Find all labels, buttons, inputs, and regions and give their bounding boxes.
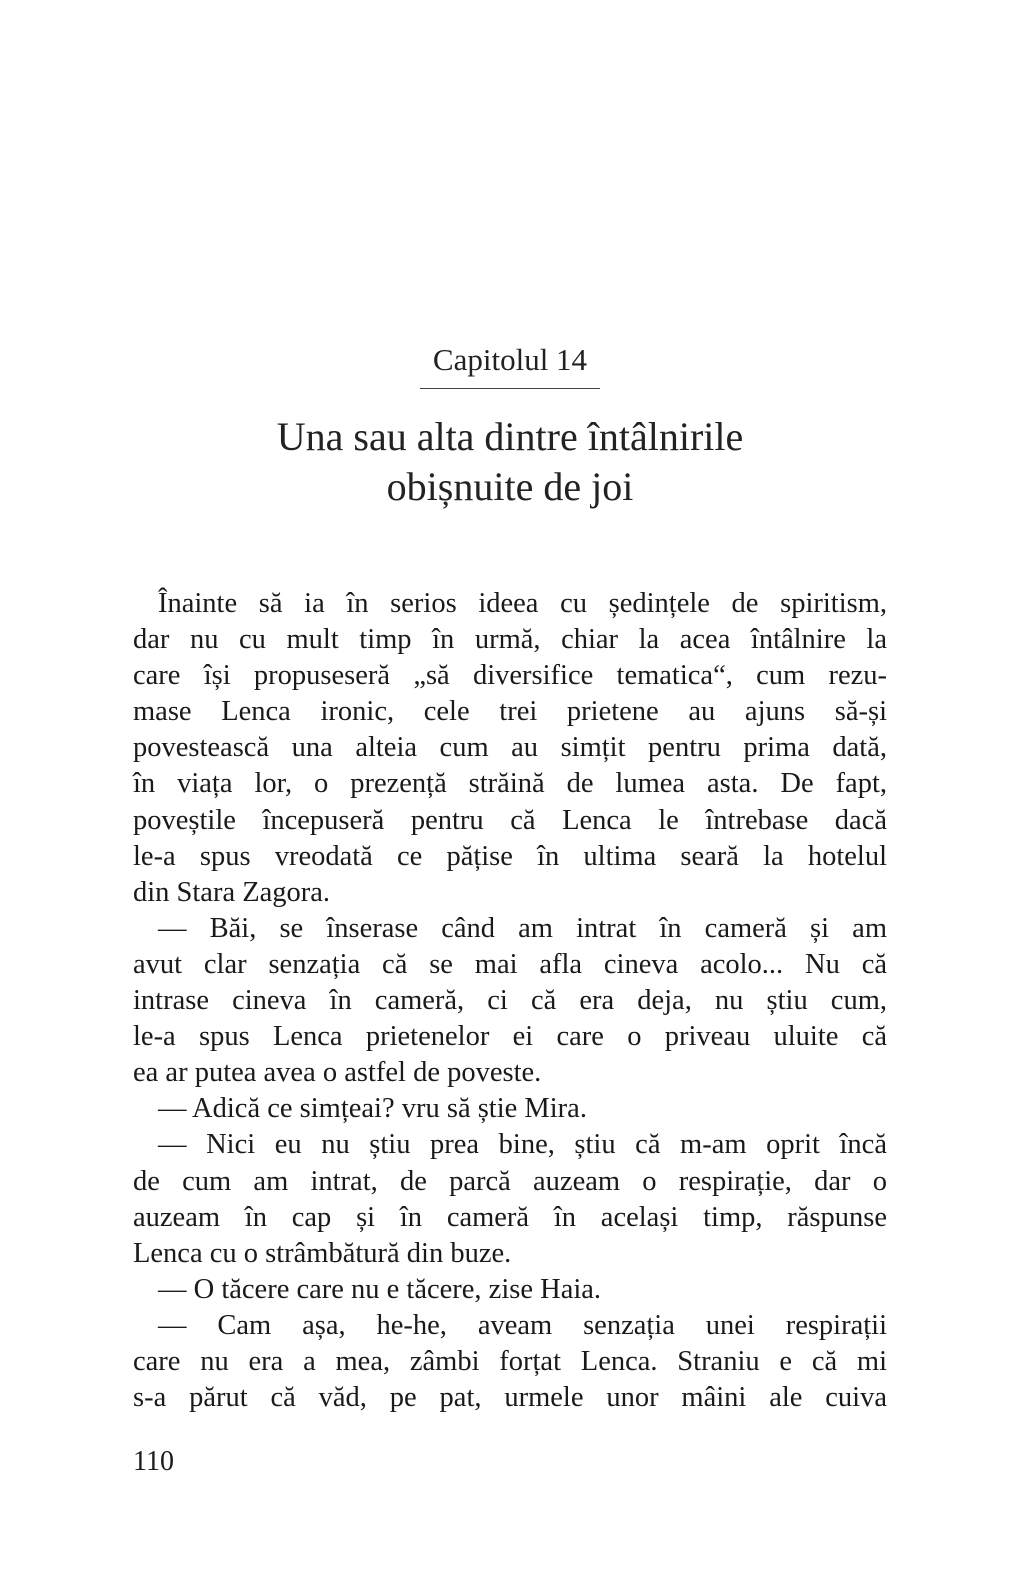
text-line: dar nu cu mult timp în urmă, chiar la acea întâlnire la <box>133 624 887 656</box>
text-line: Lenca cu o strâmbătură din buze. <box>133 1237 512 1269</box>
chapter-title-line: Una sau alta dintre întâlnirile <box>276 414 744 459</box>
text-line: — Cam așa, he-he, aveam senzația unei respirații <box>158 1309 887 1341</box>
text-line: — Băi, se înserase când am intrat în cameră și am <box>158 912 887 944</box>
text-line: poveștile începuseră pentru că Lenca le întrebase dacă <box>133 804 887 836</box>
page-number: 110 <box>133 1446 174 1477</box>
text-line: care își propuseseră „să diversifice tematica“, cum rezu- <box>133 660 887 692</box>
text-line: le-a spus vreodată ce pățise în ultima seară la hotelul <box>133 840 887 872</box>
text-line: avut clar senzația că se mai afla cineva acolo... Nu că <box>133 948 887 980</box>
chapter-divider <box>420 388 600 389</box>
text-line: — Adică ce simțeai? vru să știe Mira. <box>158 1093 587 1125</box>
text-line: ea ar putea avea o astfel de poveste. <box>133 1057 542 1089</box>
text-line: Înainte să ia în serios ideea cu ședințele de spiritism, <box>158 588 887 619</box>
text-line: le-a spus Lenca prietenelor ei care o priveau uluite că <box>133 1021 887 1053</box>
text-line: — O tăcere care nu e tăcere, zise Haia. <box>158 1273 602 1305</box>
body-text <box>133 586 887 1416</box>
text-line: de cum am intrat, de parcă auzeam o respirație, dar o <box>133 1165 887 1197</box>
text-line: mase Lenca ironic, cele trei prietene au ajuns să-și <box>133 696 887 728</box>
text-line: auzeam în cap și în cameră în același timp, răspunse <box>133 1201 887 1233</box>
chapter-label: Capitolul 14 <box>432 342 588 377</box>
text-line: în viața lor, o prezență străină de lumea asta. De fapt, <box>133 768 887 800</box>
chapter-title-line: obișnuite de joi <box>386 464 634 509</box>
chapter-title <box>0 412 1020 512</box>
text-line: povestească una alteia cum au simțit pentru prima dată, <box>133 732 887 764</box>
text-line: din Stara Zagora. <box>133 876 331 908</box>
text-line: intrase cineva în cameră, ci că era deja, nu știu cum, <box>133 985 887 1017</box>
text-line: s-a părut că văd, pe pat, urmele unor mâini ale cuiva <box>133 1382 887 1414</box>
text-line: — Nici eu nu știu prea bine, știu că m-am oprit încă <box>158 1129 887 1161</box>
text-line: care nu era a mea, zâmbi forțat Lenca. Straniu e că mi <box>133 1345 887 1377</box>
